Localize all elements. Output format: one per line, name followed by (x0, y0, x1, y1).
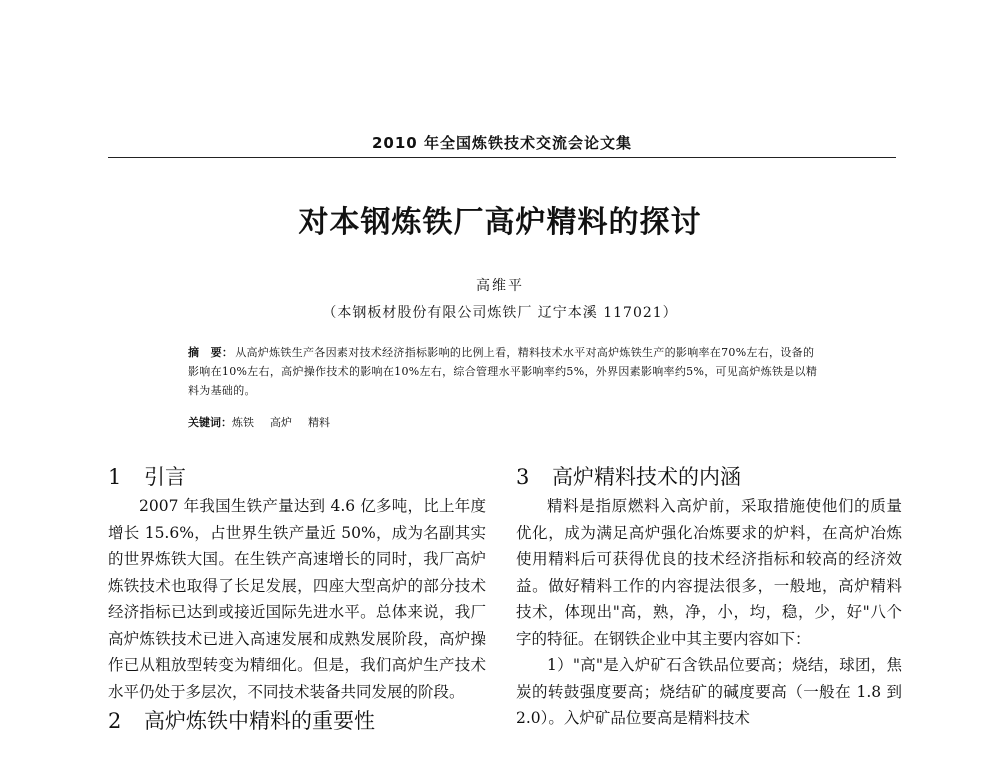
right-column (516, 462, 902, 732)
left-column (108, 462, 486, 737)
keyword: 精料 (308, 416, 330, 429)
section-title: 高炉精料技术的内涵 (552, 465, 741, 489)
paper-title: 对本钢炼铁厂高炉精料的探讨 (298, 205, 702, 240)
section-number: 3 (516, 465, 530, 489)
section-heading-3 (516, 462, 902, 492)
section-number: 1 (108, 465, 122, 489)
section-heading-1 (108, 462, 486, 492)
section-number: 2 (108, 709, 122, 733)
section-title: 引言 (144, 465, 186, 489)
section-heading-2 (108, 706, 486, 736)
section-1-paragraph: 2007 年我国生铁产量达到 4.6 亿多吨，比上年度增长 15.6%，占世界生铁产量近 50%，成为名副其实的世界炼铁大国。在生铁产高速增长的同时，我厂高炉炼铁技术也取得了长足发展，四座大型高炉的部分技术经济指标已达到或接近国际先进水平。总体来说，我厂高炉炼铁技术已进入高速发展和成熟发展阶段，高炉操作已从粗放型转变为精细化。但是，我们高炉生产技术水平仍处于多层次，不同技术装备共同发展的阶段。 (108, 497, 486, 701)
keyword: 高炉 (270, 416, 292, 429)
abstract (188, 343, 820, 400)
section-3-paragraph-1: 精料是指原燃料入高炉前，采取措施使他们的质量优化，成为满足高炉强化冶炼要求的炉料，在高炉冶炼使用精料后可获得优良的技术经济指标和较高的经济效益。做好精料工作的内容提法很多，一般地，高炉精料技术，体现出"高，熟，净，小，均，稳，少，好"八个字的特征。在钢铁企业中其主要内容如下： (516, 497, 902, 648)
section-3-paragraph-2: 1）"高"是入炉矿石含铁品位要高；烧结，球团，焦炭的转鼓强度要高；烧结矿的碱度要高（一般在 1.8 到 2.0）。入炉矿品位要高是精料技术 (516, 656, 902, 727)
header-rule (108, 157, 896, 158)
keywords-label: 关键词： (188, 416, 232, 429)
author-name: 高维平 (476, 278, 524, 294)
keyword: 炼铁 (232, 416, 254, 429)
author-affiliation: （本钢板材股份有限公司炼铁厂 辽宁本溪 117021） (322, 305, 678, 321)
abstract-text: 从高炉炼铁生产各因素对技术经济指标影响的比例上看，精料技术水平对高炉炼铁生产的影响率在70%左右，设备的影响在10%左右，高炉操作技术的影响在10%左右，综合管理水平影响率约5%，外界因素影响率约5%，可见高炉炼铁是以精料为基础的。 (188, 346, 818, 397)
running-header: 2010 年全国炼铁技术交流会论文集 (372, 134, 632, 152)
section-title: 高炉炼铁中精料的重要性 (144, 709, 375, 733)
abstract-label: 摘 要： (188, 346, 234, 359)
keywords (188, 413, 820, 432)
